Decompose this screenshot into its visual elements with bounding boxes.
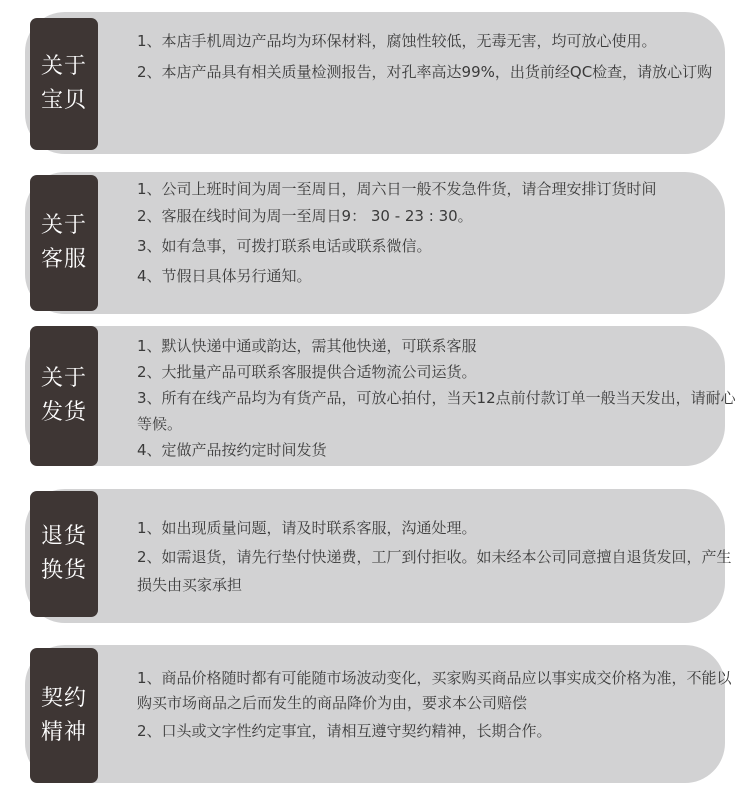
- section-title-line1: 关于: [40, 366, 87, 391]
- section-tab-contract: [30, 648, 98, 783]
- section-title-line2: 精神: [40, 719, 87, 745]
- list-item: 2、口头或文字性约定事宜，请相互遵守契约精神，长期合作。: [137, 722, 552, 740]
- section-title-line1: 退货: [40, 524, 87, 549]
- section-body-returns: [137, 513, 736, 599]
- section-title-line1: 契约: [40, 685, 87, 711]
- list-item: 4、节假日具体另行通知。: [137, 267, 312, 285]
- section-body-shipping: [137, 333, 736, 463]
- list-item: 2、大批量产品可联系客服提供合适物流公司运货。: [137, 363, 477, 381]
- list-item: 1、如出现质量问题，请及时联系客服，沟通处理。: [137, 519, 477, 537]
- list-item: 2、客服在线时间为周一至周日9： 30 - 23 : 30。: [137, 207, 473, 225]
- section-tab-product: [30, 18, 98, 150]
- section-title-line2: 发货: [40, 400, 87, 425]
- section-body-service: [137, 176, 736, 289]
- section-body-product: [137, 26, 736, 87]
- list-item: 4、定做产品按约定时间发货: [137, 441, 327, 459]
- list-item: 3、如有急事，可拨打联系电话或联系微信。: [137, 237, 432, 255]
- list-item: 3、所有在线产品均为有货产品，可放心拍付，当天12点前付款订单一般当天发出，请耐心等候。: [137, 389, 736, 433]
- list-item: 2、本店产品具有相关质量检测报告，对孔率高达99%，出货前经QC检查，请放心订购: [137, 63, 713, 81]
- list-item: 1、本店手机周边产品均为环保材料，腐蚀性较低，无毒无害，均可放心使用。: [137, 32, 657, 50]
- list-item: 1、公司上班时间为周一至周日，周六日一般不发急件货，请合理安排订货时间: [137, 180, 657, 198]
- section-body-contract: [137, 666, 736, 744]
- section-title-line2: 客服: [40, 247, 87, 272]
- section-tab-service: [30, 175, 98, 311]
- section-title-line2: 宝贝: [40, 88, 87, 113]
- section-title-line1: 关于: [40, 54, 87, 79]
- list-item: 1、商品价格随时都有可能随市场波动变化，买家购买商品应以事实成交价格为准，不能以购买市场商品之后而发生的商品降价为由，要求本公司赔偿: [137, 669, 732, 712]
- section-tab-returns: [30, 491, 98, 617]
- section-tab-shipping: [30, 326, 98, 466]
- list-item: 1、默认快递中通或韵达，需其他快递，可联系客服: [137, 337, 477, 355]
- list-item: 2、如需退货，请先行垫付快递费，工厂到付拒收。如未经本公司同意擅自退货发回，产生损失由买家承担: [137, 548, 732, 594]
- section-title-line2: 换货: [40, 558, 87, 583]
- section-title-line1: 关于: [40, 213, 87, 238]
